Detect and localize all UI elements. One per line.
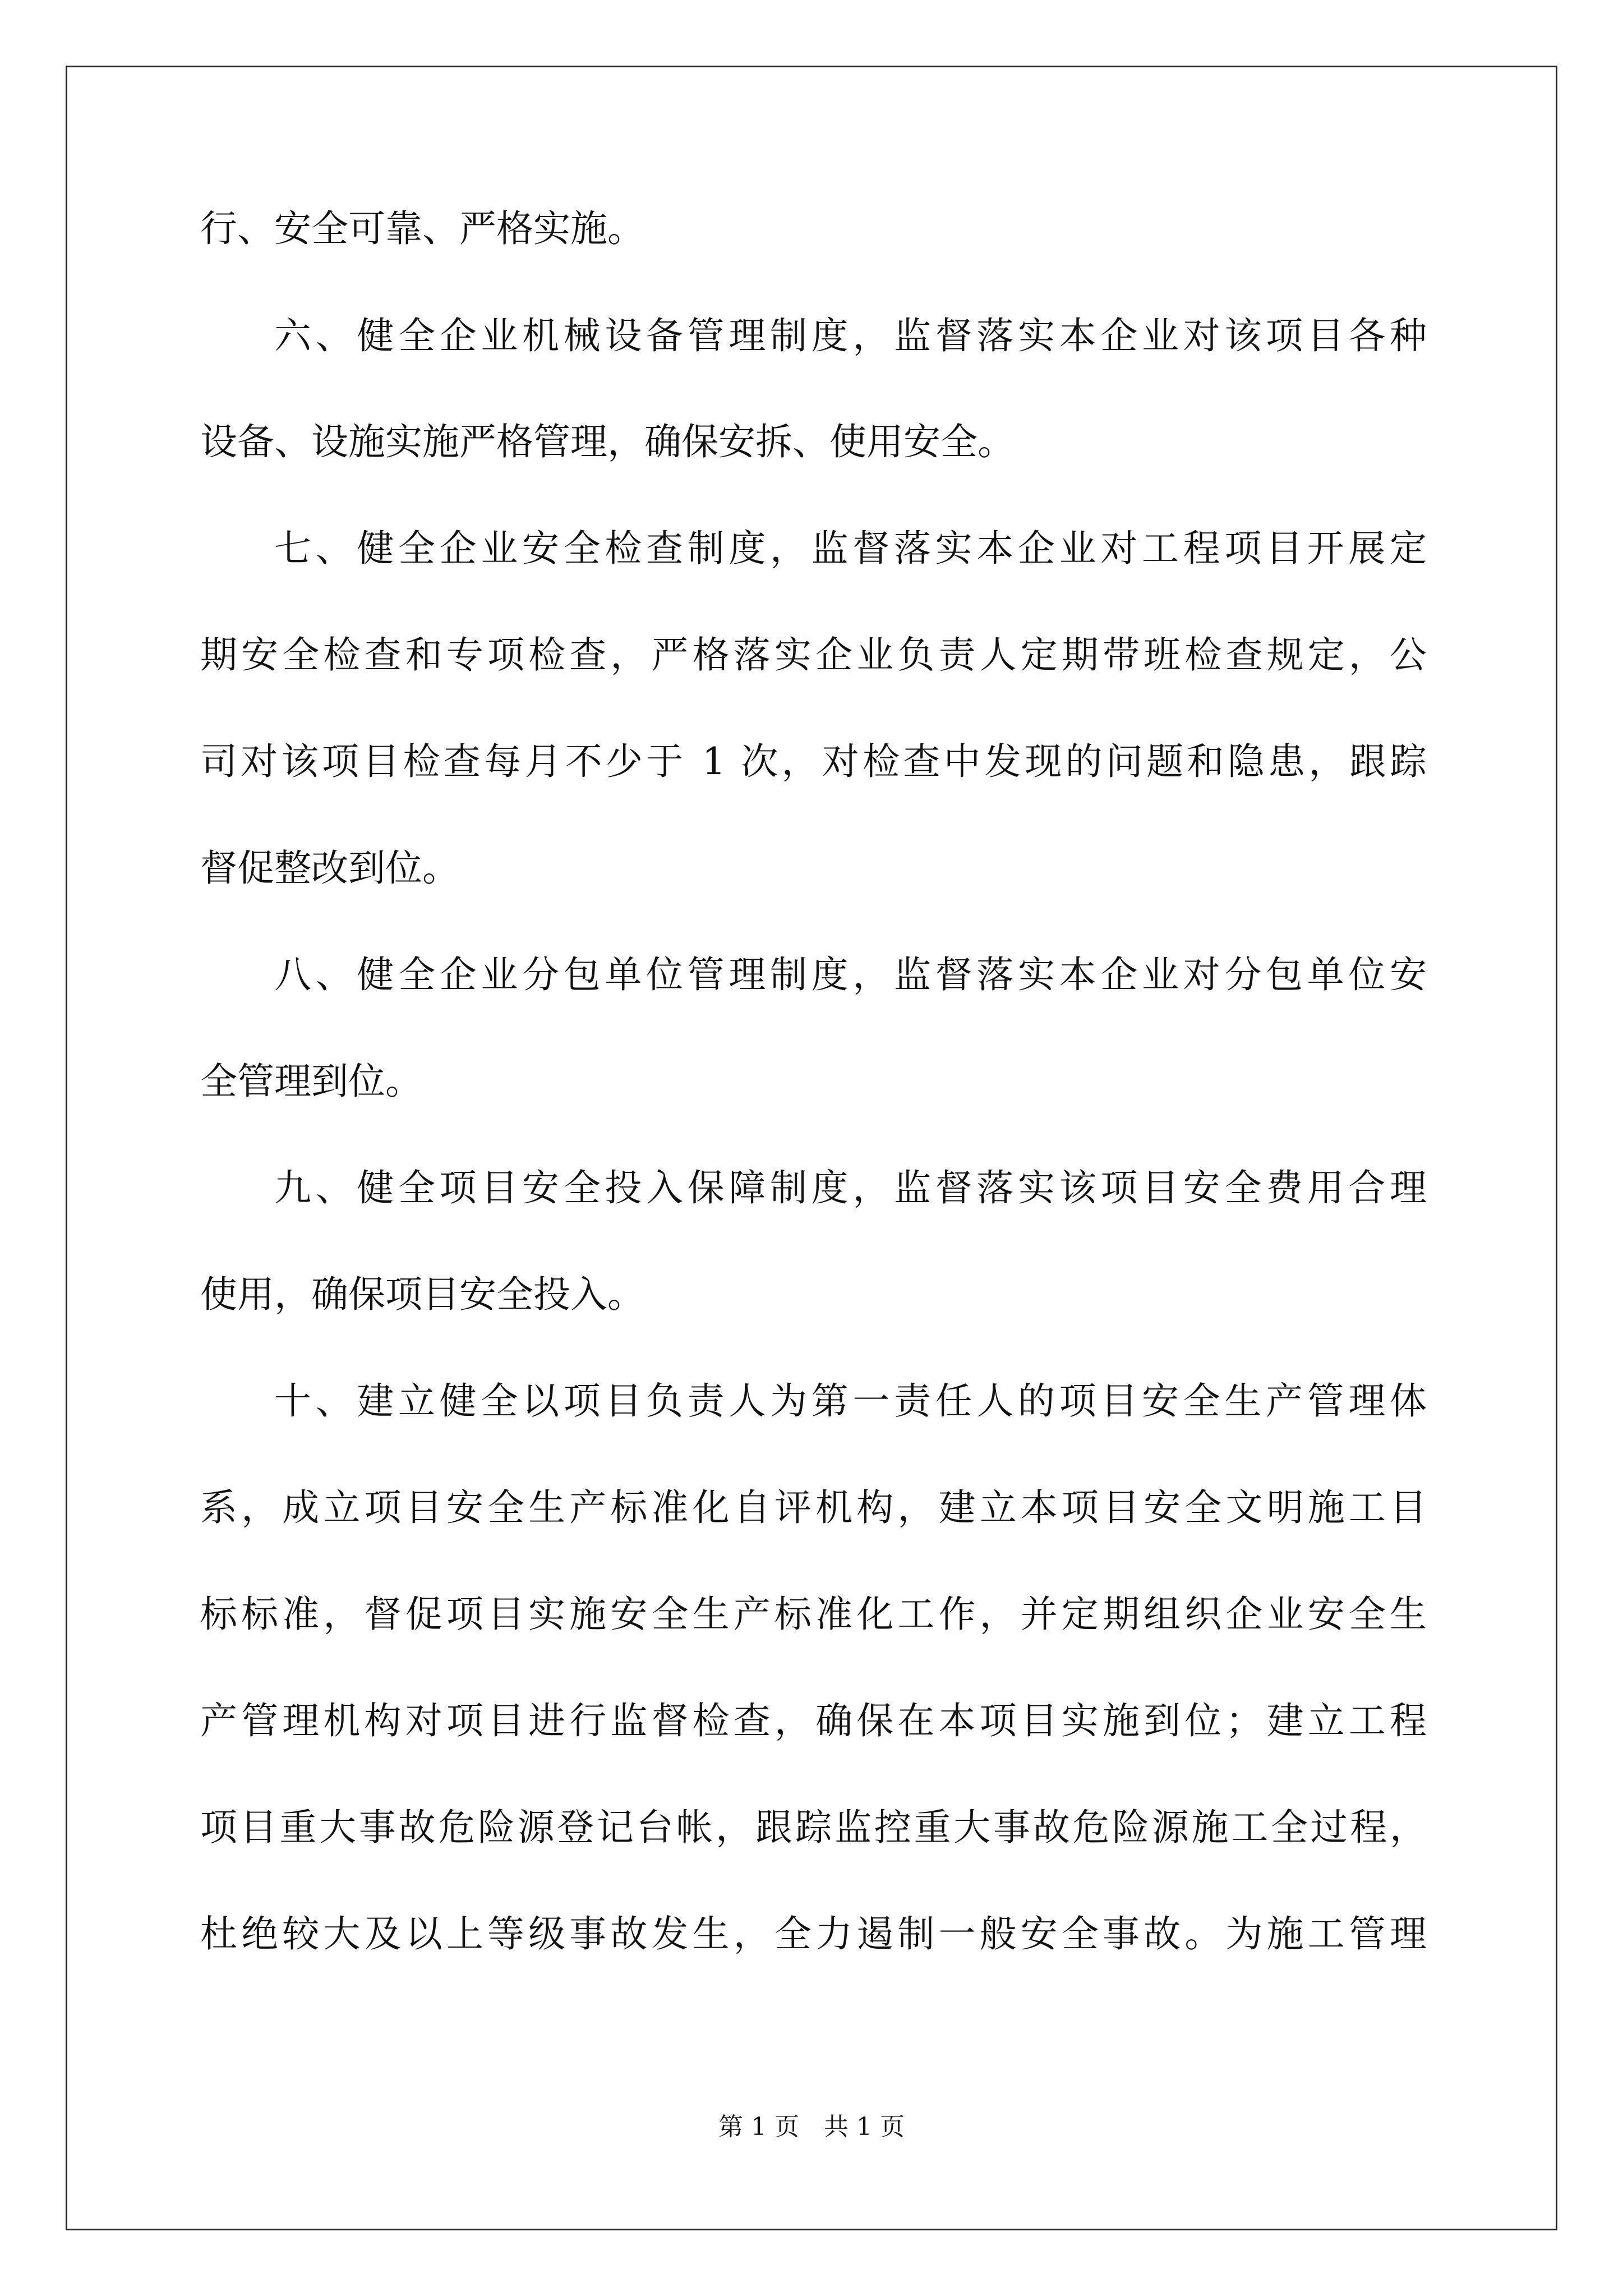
page-border — [66, 66, 1557, 2230]
text-line: 标标准，督促项目实施安全生产标准化工作，并定期组织企业安全生 — [200, 1593, 1427, 1636]
text-line: 杜绝较大及以上等级事故发生，全力遏制一般安全事故。为施工管理 — [200, 1912, 1427, 1955]
text-line: 司对该项目检查每月不少于 1 次，对检查中发现的问题和隐患，跟踪 — [200, 740, 1427, 783]
paragraph-ten-line-1: 十、建立健全以项目负责人为第一责任人的项目安全生产管理体 — [274, 1379, 1427, 1423]
text-line: 设备、设施实施严格管理，确保安拆、使用安全。 — [200, 420, 1015, 463]
paragraph-eight-line-1: 八、健全企业分包单位管理制度，监督落实本企业对分包单位安 — [274, 953, 1427, 996]
text-line: 行、安全可靠、严格实施。 — [200, 207, 644, 250]
paragraph-six-line-1: 六、健全企业机械设备管理制度，监督落实本企业对该项目各种 — [274, 314, 1427, 357]
text-line: 系，成立项目安全生产标准化自评机构，建立本项目安全文明施工目 — [200, 1486, 1427, 1529]
text-line: 全管理到位。 — [200, 1060, 422, 1103]
text-line: 期安全检查和专项检查，严格落实企业负责人定期带班检查规定，公 — [200, 633, 1427, 677]
text-line: 使用，确保项目安全投入。 — [200, 1273, 644, 1316]
page-number-footer: 第 1 页 共 1 页 — [718, 2113, 905, 2141]
paragraph-seven-line-1: 七、健全企业安全检查制度，监督落实本企业对工程项目开展定 — [274, 527, 1427, 570]
paragraph-nine-line-1: 九、健全项目安全投入保障制度，监督落实该项目安全费用合理 — [274, 1166, 1427, 1209]
text-line: 项目重大事故危险源登记台帐，跟踪监控重大事故危险源施工全过程， — [200, 1806, 1427, 1849]
text-line: 督促整改到位。 — [200, 846, 459, 890]
text-line: 产管理机构对项目进行监督检查，确保在本项目实施到位；建立工程 — [200, 1699, 1427, 1742]
